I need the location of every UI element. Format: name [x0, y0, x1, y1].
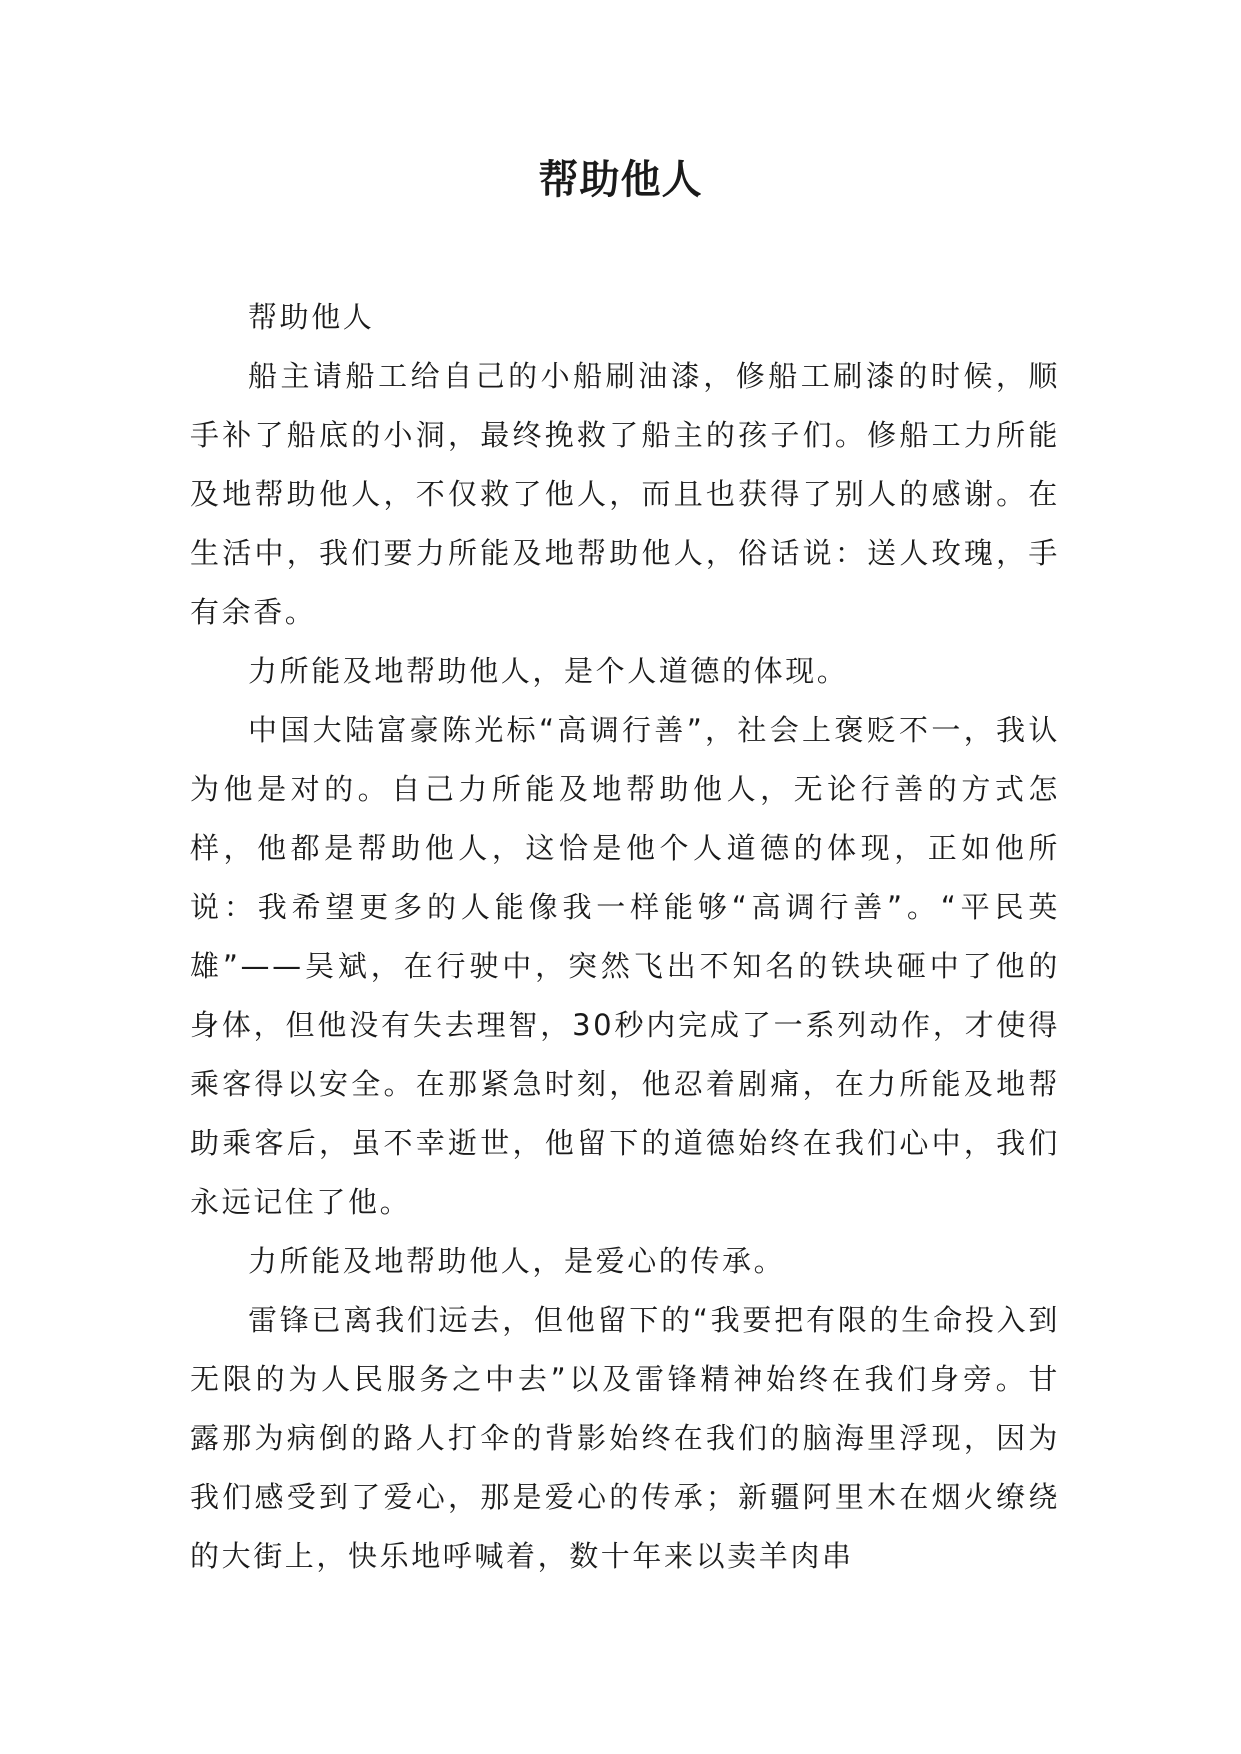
paragraph-love-examples: 雷锋已离我们远去，但他留下的“我要把有限的生命投入到无限的为人民服务之中去”以及雷锋精神始终在我们身旁。甘露那为病倒的路人打伞的背影始终在我们的脑海里浮现，因为我们感受到了爱心，那是爱心的传承；新疆阿里木在烟火缭绕的大街上，快乐地呼喊着，数十年来以卖羊肉串 — [190, 1303, 1060, 1573]
paragraph-heading: 帮助他人 — [248, 300, 375, 334]
paragraph-thesis-morality: 力所能及地帮助他人，是个人道德的体现。 — [248, 654, 849, 688]
paragraph-thesis-love: 力所能及地帮助他人，是爱心的传承。 — [248, 1244, 786, 1278]
paragraph-intro: 船主请船工给自己的小船刷油漆，修船工刷漆的时候，顺手补了船底的小洞，最终挽救了船主的孩子们。修船工力所能及地帮助他人，不仅救了他人，而且也获得了别人的感谢。在生活中，我们要力所能及地帮助他人，俗话说：送人玫瑰，手有余香。 — [190, 359, 1060, 629]
paragraph-morality-examples: 中国大陆富豪陈光标“高调行善”，社会上褒贬不一，我认为他是对的。自己力所能及地帮助他人，无论行善的方式怎样，他都是帮助他人，这恰是他个人道德的体现，正如他所说：我希望更多的人能像我一样能够“高调行善”。“平民英雄”——吴斌，在行驶中，突然飞出不知名的铁块砸中了他的身体，但他没有失去理智，30秒内完成了一系列动作，才使得乘客得以安全。在那紧急时刻，他忍着剧痛，在力所能及地帮助乘客后，虽不幸逝世，他留下的道德始终在我们心中，我们永远记住了他。 — [190, 713, 1060, 1219]
document-title: 帮助他人 — [538, 156, 703, 203]
document-body — [190, 288, 1060, 1586]
